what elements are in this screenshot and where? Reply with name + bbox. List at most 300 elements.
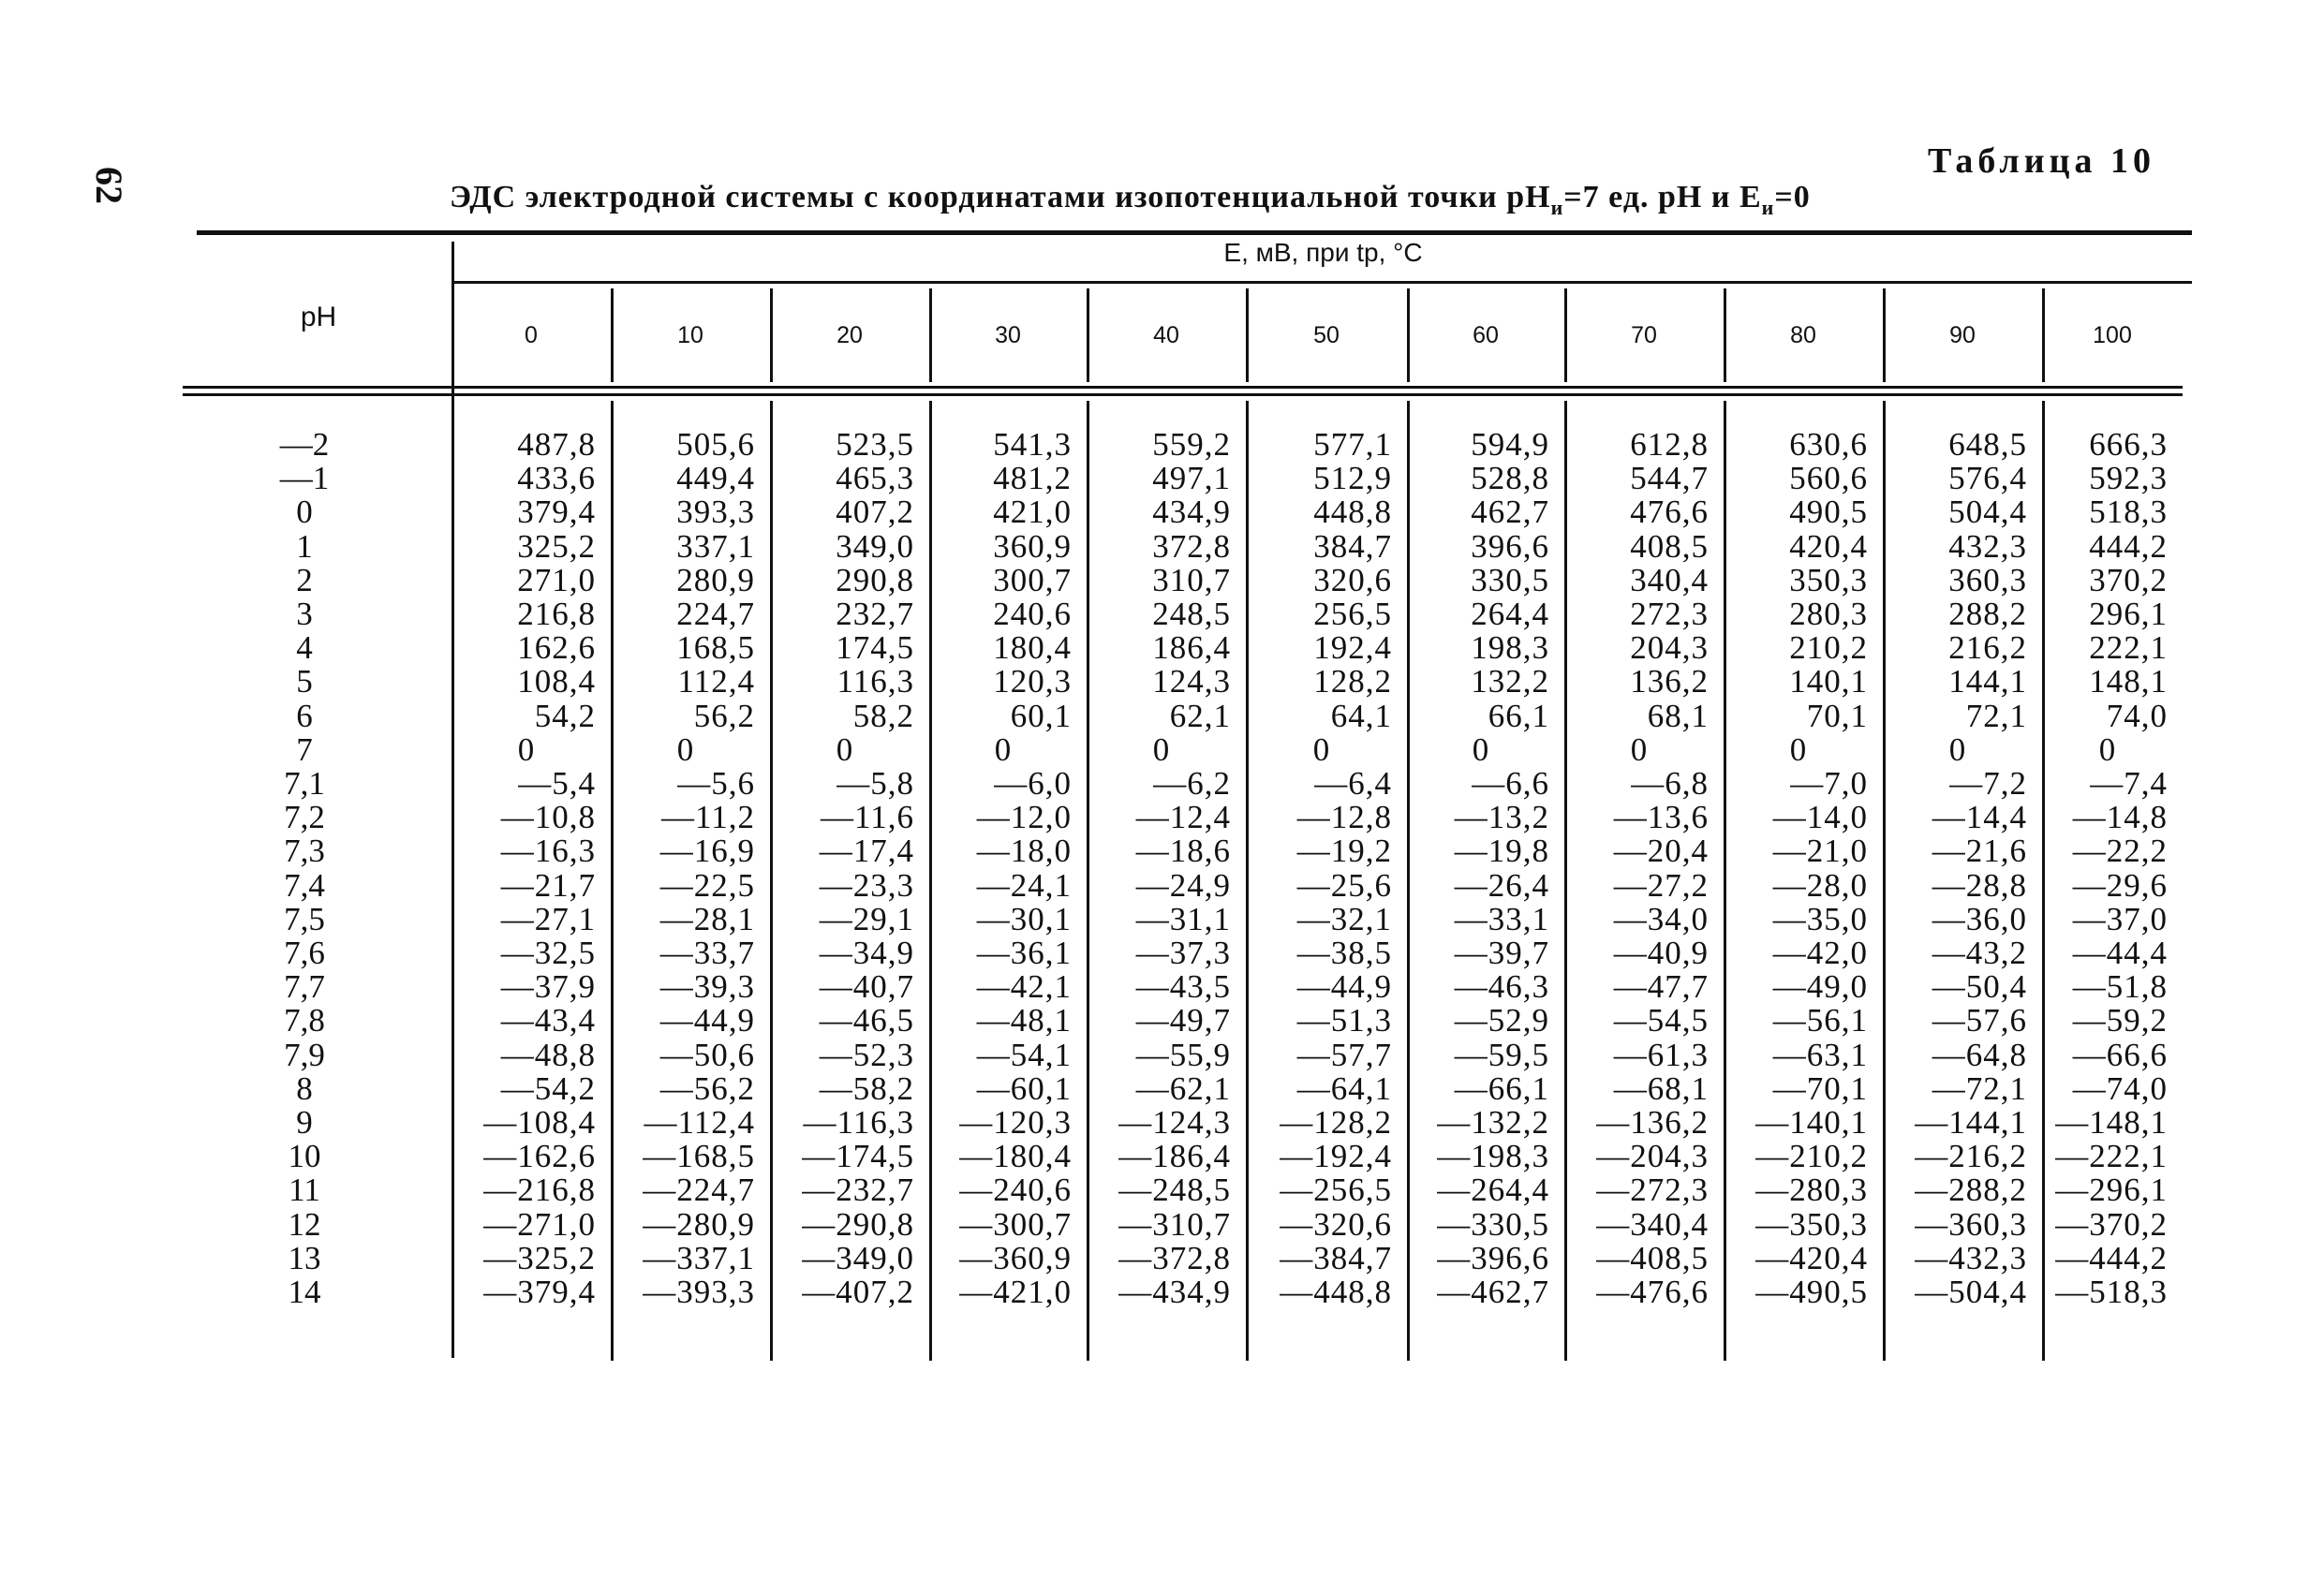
ph-cell: —2	[279, 426, 330, 463]
title-end: =0	[1774, 180, 1811, 214]
value-cell: —28,8	[1932, 866, 2027, 904]
value-cell: —70,1	[1772, 1069, 1868, 1107]
value-cell: —144,1	[1915, 1104, 2027, 1141]
value-cell: 271,0	[517, 561, 596, 598]
value-cell: —39,3	[659, 968, 755, 1006]
value-cell: —370,2	[2055, 1205, 2168, 1243]
value-cell: —54,5	[1613, 1002, 1709, 1039]
value-cell: —264,4	[1437, 1172, 1549, 1209]
value-cell: —52,3	[819, 1036, 914, 1073]
value-cell: —256,5	[1280, 1172, 1392, 1209]
value-cell: —34,9	[819, 935, 914, 971]
value-cell: —68,1	[1613, 1069, 1709, 1107]
value-cell: —421,0	[959, 1274, 1072, 1310]
value-cell: —476,6	[1596, 1274, 1709, 1310]
table-row	[0, 1105, 2324, 1140]
value-cell: 0	[517, 730, 536, 768]
table-label: Таблица 10	[1927, 141, 2155, 181]
value-cell: 310,7	[1152, 561, 1231, 598]
value-cell: 222,1	[2089, 629, 2168, 667]
value-cell: 541,3	[993, 426, 1072, 463]
value-cell: 393,3	[676, 494, 755, 531]
title-tail: =7 ед. pH и E	[1563, 180, 1762, 214]
value-cell: —14,8	[2072, 799, 2168, 836]
value-cell: —120,3	[959, 1104, 1072, 1141]
value-cell: —518,3	[2055, 1274, 2168, 1310]
value-cell: 148,1	[2089, 663, 2168, 700]
value-cell: —29,6	[2072, 866, 2168, 904]
value-cell: 66,1	[1488, 697, 1549, 734]
value-cell: —372,8	[1118, 1239, 1231, 1276]
value-cell: 216,2	[1948, 629, 2027, 667]
value-cell: —337,1	[643, 1239, 755, 1276]
value-cell: 0	[994, 730, 1013, 768]
value-cell: —36,0	[1932, 900, 2027, 937]
value-cell: —19,8	[1454, 833, 1549, 870]
value-cell: —384,7	[1280, 1239, 1392, 1276]
value-cell: —490,5	[1755, 1274, 1868, 1310]
value-cell: —44,4	[2072, 935, 2168, 971]
value-cell: 68,1	[1647, 697, 1709, 734]
value-cell: —349,0	[802, 1239, 914, 1276]
value-cell: 448,8	[1313, 494, 1392, 531]
table-row	[0, 833, 2324, 868]
value-cell: —51,8	[2072, 968, 2168, 1006]
ph-cell: 7,7	[284, 968, 325, 1006]
value-cell: 64,1	[1330, 697, 1392, 734]
value-cell: 0	[1472, 730, 1490, 768]
value-cell: —396,6	[1437, 1239, 1549, 1276]
value-cell: —54,2	[500, 1069, 596, 1107]
temperature-header: 20	[836, 322, 863, 348]
value-cell: 56,2	[693, 697, 755, 734]
value-cell: 108,4	[517, 663, 596, 700]
ph-cell: —1	[279, 460, 330, 497]
table-row	[0, 1038, 2324, 1072]
value-cell: 370,2	[2089, 561, 2168, 598]
temperature-header: 70	[1631, 322, 1657, 348]
value-cell: —18,0	[976, 833, 1072, 870]
value-cell: 630,6	[1789, 426, 1868, 463]
value-cell: —408,5	[1596, 1239, 1709, 1276]
value-cell: —59,2	[2072, 1002, 2168, 1039]
value-cell: 124,3	[1152, 663, 1231, 700]
value-cell: —7,4	[2090, 765, 2168, 802]
value-cell: —43,2	[1932, 935, 2027, 971]
value-cell: —40,9	[1613, 935, 1709, 971]
value-cell: —27,1	[500, 900, 596, 937]
table-row	[0, 969, 2324, 1004]
value-cell: 116,3	[836, 663, 914, 700]
value-cell: —7,0	[1790, 765, 1868, 802]
value-cell: 340,4	[1630, 561, 1709, 598]
value-cell: —320,6	[1280, 1205, 1392, 1243]
value-cell: 162,6	[517, 629, 596, 667]
value-cell: 0	[676, 730, 695, 768]
value-cell: 248,5	[1152, 596, 1231, 632]
table-row	[0, 1003, 2324, 1038]
ph-cell: 7,4	[284, 866, 325, 904]
value-cell: 349,0	[836, 527, 914, 565]
value-cell: —6,6	[1472, 765, 1549, 802]
value-cell: —33,1	[1454, 900, 1549, 937]
value-cell: 432,3	[1948, 527, 2027, 565]
value-cell: 497,1	[1152, 460, 1231, 497]
value-cell: —42,0	[1772, 935, 1868, 971]
value-cell: 444,2	[2089, 527, 2168, 565]
temperature-header: 30	[995, 322, 1021, 348]
value-cell: —28,0	[1772, 866, 1868, 904]
value-cell: —300,7	[959, 1205, 1072, 1243]
table-row	[0, 1241, 2324, 1275]
value-cell: —56,2	[659, 1069, 755, 1107]
value-cell: 204,3	[1630, 629, 1709, 667]
value-cell: —108,4	[483, 1104, 596, 1141]
value-cell: —420,4	[1755, 1239, 1868, 1276]
value-cell: 128,2	[1313, 663, 1392, 700]
table-row	[0, 529, 2324, 564]
table-row	[0, 597, 2324, 631]
value-cell: —192,4	[1280, 1138, 1392, 1175]
value-cell: —12,0	[976, 799, 1072, 836]
value-cell: 0	[1152, 730, 1171, 768]
value-cell: —26,4	[1454, 866, 1549, 904]
value-cell: —330,5	[1437, 1205, 1549, 1243]
value-cell: —288,2	[1915, 1172, 2027, 1209]
value-cell: —21,6	[1932, 833, 2027, 870]
value-cell: —30,1	[976, 900, 1072, 937]
table-row	[0, 563, 2324, 597]
value-cell: —14,4	[1932, 799, 2027, 836]
value-cell: 396,6	[1471, 527, 1549, 565]
value-cell: —38,5	[1296, 935, 1392, 971]
value-cell: —48,1	[976, 1002, 1072, 1039]
value-cell: 168,5	[676, 629, 755, 667]
value-cell: —24,9	[1135, 866, 1231, 904]
value-cell: —28,1	[659, 900, 755, 937]
value-cell: 186,4	[1152, 629, 1231, 667]
value-cell: 112,4	[677, 663, 755, 700]
value-cell: —39,7	[1454, 935, 1549, 971]
header-rule-2	[183, 393, 2183, 396]
value-cell: 350,3	[1789, 561, 1868, 598]
value-cell: —57,6	[1932, 1002, 2027, 1039]
value-cell: —21,0	[1772, 833, 1868, 870]
value-cell: —310,7	[1118, 1205, 1231, 1243]
value-cell: 420,4	[1789, 527, 1868, 565]
value-cell: —19,2	[1296, 833, 1392, 870]
value-cell: —51,3	[1296, 1002, 1392, 1039]
table-row	[0, 902, 2324, 936]
value-cell: —6,8	[1631, 765, 1709, 802]
value-cell: 62,1	[1169, 697, 1231, 734]
title-sub-i: и	[1761, 195, 1775, 219]
value-cell: 449,4	[676, 460, 755, 497]
value-cell: —136,2	[1596, 1104, 1709, 1141]
value-cell: 594,9	[1471, 426, 1549, 463]
value-cell: —240,6	[959, 1172, 1072, 1209]
temperature-header: 0	[525, 322, 538, 348]
value-cell: 421,0	[993, 494, 1072, 531]
value-cell: —21,7	[500, 866, 596, 904]
value-cell: 264,4	[1471, 596, 1549, 632]
value-cell: —325,2	[483, 1239, 596, 1276]
value-cell: 144,1	[1948, 663, 2027, 700]
value-cell: —168,5	[643, 1138, 755, 1175]
value-cell: —66,6	[2072, 1036, 2168, 1073]
value-cell: 465,3	[836, 460, 914, 497]
value-cell: —44,9	[659, 1002, 755, 1039]
table-row	[0, 699, 2324, 733]
temperature-header: 10	[677, 322, 703, 348]
value-cell: 518,3	[2089, 494, 2168, 531]
ph-cell: 7,9	[284, 1036, 325, 1073]
value-cell: 120,3	[993, 663, 1072, 700]
ph-cell: 0	[296, 494, 313, 531]
ph-cell: 11	[289, 1172, 320, 1209]
value-cell: 132,2	[1471, 663, 1549, 700]
value-cell: —64,1	[1296, 1069, 1392, 1107]
ph-cell: 12	[288, 1205, 321, 1243]
value-cell: —434,9	[1118, 1274, 1231, 1310]
title-sub-n: и	[1550, 195, 1564, 219]
value-cell: 523,5	[836, 426, 914, 463]
value-cell: —44,9	[1296, 968, 1392, 1006]
value-cell: —13,6	[1613, 799, 1709, 836]
value-cell: —33,7	[659, 935, 755, 971]
value-cell: —112,4	[644, 1104, 755, 1141]
value-cell: 296,1	[2089, 596, 2168, 632]
value-cell: —10,8	[500, 799, 596, 836]
value-cell: —180,4	[959, 1138, 1072, 1175]
ph-column-header: pH	[300, 302, 337, 332]
value-cell: 280,3	[1789, 596, 1868, 632]
ph-cell: 7,6	[284, 935, 325, 971]
value-cell: 192,4	[1313, 629, 1392, 667]
value-cell: 60,1	[1010, 697, 1072, 734]
table-row	[0, 936, 2324, 970]
value-cell: —37,9	[500, 968, 596, 1006]
value-cell: 288,2	[1948, 596, 2027, 632]
value-cell: 512,9	[1313, 460, 1392, 497]
value-cell: —222,1	[2055, 1138, 2168, 1175]
value-cell: 666,3	[2089, 426, 2168, 463]
value-cell: —224,7	[643, 1172, 755, 1209]
value-cell: —296,1	[2055, 1172, 2168, 1209]
value-cell: 272,3	[1630, 596, 1709, 632]
ph-cell: 3	[296, 596, 313, 632]
value-cell: 136,2	[1630, 663, 1709, 700]
value-cell: 325,2	[517, 527, 596, 565]
temperature-header: 40	[1153, 322, 1179, 348]
value-cell: 462,7	[1471, 494, 1549, 531]
value-cell: 0	[1948, 730, 1967, 768]
value-cell: —379,4	[483, 1274, 596, 1310]
value-cell: 140,1	[1789, 663, 1868, 700]
value-cell: 232,7	[836, 596, 914, 632]
value-cell: —360,9	[959, 1239, 1072, 1276]
value-cell: 224,7	[676, 596, 755, 632]
value-cell: —46,3	[1454, 968, 1549, 1006]
ph-cell: 7	[296, 730, 313, 768]
value-cell: —272,3	[1596, 1172, 1709, 1209]
value-cell: 320,6	[1313, 561, 1392, 598]
ph-cell: 7,3	[284, 833, 325, 870]
ph-cell: 13	[288, 1239, 321, 1276]
value-cell: —5,4	[518, 765, 596, 802]
table-row	[0, 1139, 2324, 1173]
value-cell: —124,3	[1118, 1104, 1231, 1141]
ph-cell: 9	[296, 1104, 313, 1141]
value-cell: —12,4	[1135, 799, 1231, 836]
value-cell: —72,1	[1932, 1069, 2027, 1107]
table-row	[0, 1172, 2324, 1207]
value-cell: —66,1	[1454, 1069, 1549, 1107]
table-row	[0, 732, 2324, 767]
value-cell: —37,3	[1135, 935, 1231, 971]
value-cell: —148,1	[2055, 1104, 2168, 1141]
value-cell: 505,6	[676, 426, 755, 463]
value-cell: 528,8	[1471, 460, 1549, 497]
value-cell: —350,3	[1755, 1205, 1868, 1243]
value-cell: —162,6	[483, 1138, 596, 1175]
value-cell: —204,3	[1596, 1138, 1709, 1175]
value-cell: 360,3	[1948, 561, 2027, 598]
value-cell: —46,5	[819, 1002, 914, 1039]
value-cell: —11,2	[661, 799, 755, 836]
top-rule	[197, 230, 2192, 235]
value-cell: —61,3	[1613, 1036, 1709, 1073]
value-cell: 198,3	[1471, 629, 1549, 667]
value-cell: 481,2	[993, 460, 1072, 497]
value-cell: —6,4	[1314, 765, 1392, 802]
value-cell: 360,9	[993, 527, 1072, 565]
value-cell: —25,6	[1296, 866, 1392, 904]
value-cell: —24,1	[976, 866, 1072, 904]
value-cell: —216,2	[1915, 1138, 2027, 1175]
value-cell: 256,5	[1313, 596, 1392, 632]
value-cell: —462,7	[1437, 1274, 1549, 1310]
value-cell: —59,5	[1454, 1036, 1549, 1073]
value-cell: —232,7	[802, 1172, 914, 1209]
value-cell: 180,4	[993, 629, 1072, 667]
value-cell: —340,4	[1596, 1205, 1709, 1243]
value-cell: —35,0	[1772, 900, 1868, 937]
value-cell: —27,2	[1613, 866, 1709, 904]
table-row	[0, 664, 2324, 699]
value-cell: —5,8	[836, 765, 914, 802]
value-cell: 487,8	[517, 426, 596, 463]
table-row	[0, 1207, 2324, 1242]
ph-cell: 8	[296, 1069, 313, 1107]
value-cell: 559,2	[1152, 426, 1231, 463]
value-cell: 576,4	[1948, 460, 2027, 497]
value-cell: —174,5	[802, 1138, 914, 1175]
value-cell: 174,5	[836, 629, 914, 667]
value-cell: 58,2	[852, 697, 914, 734]
value-cell: 216,8	[517, 596, 596, 632]
temperature-header: 80	[1790, 322, 1816, 348]
value-cell: 408,5	[1630, 527, 1709, 565]
value-cell: —128,2	[1280, 1104, 1392, 1141]
value-cell: 240,6	[993, 596, 1072, 632]
value-cell: —22,5	[659, 866, 755, 904]
value-cell: 280,9	[676, 561, 755, 598]
value-cell: —6,2	[1153, 765, 1231, 802]
value-cell: —116,3	[803, 1104, 914, 1141]
temperature-header: 60	[1473, 322, 1499, 348]
value-cell: 648,5	[1948, 426, 2027, 463]
value-cell: 490,5	[1789, 494, 1868, 531]
value-cell: 0	[1312, 730, 1331, 768]
table-row	[0, 461, 2324, 495]
value-cell: 72,1	[1965, 697, 2027, 734]
ph-cell: 7,2	[284, 799, 325, 836]
value-cell: —13,2	[1454, 799, 1549, 836]
value-cell: 476,6	[1630, 494, 1709, 531]
value-cell: 592,3	[2089, 460, 2168, 497]
value-cell: 379,4	[517, 494, 596, 531]
ph-cell: 2	[296, 561, 313, 598]
value-cell: —210,2	[1755, 1138, 1868, 1175]
ph-cell: 1	[296, 527, 313, 565]
value-cell: —32,1	[1296, 900, 1392, 937]
value-cell: —31,1	[1135, 900, 1231, 937]
value-cell: —43,5	[1135, 968, 1231, 1006]
value-cell: —280,9	[643, 1205, 755, 1243]
value-cell: —198,3	[1437, 1138, 1549, 1175]
value-cell: —504,4	[1915, 1274, 2027, 1310]
value-cell: —52,9	[1454, 1002, 1549, 1039]
table-row	[0, 427, 2324, 462]
table-row	[0, 766, 2324, 801]
value-cell: —448,8	[1280, 1274, 1392, 1310]
value-cell: —62,1	[1135, 1069, 1231, 1107]
value-cell: —42,1	[976, 968, 1072, 1006]
ph-cell: 4	[296, 629, 313, 667]
value-cell: —60,1	[976, 1069, 1072, 1107]
value-cell: 210,2	[1789, 629, 1868, 667]
value-cell: 434,9	[1152, 494, 1231, 531]
value-cell: —360,3	[1915, 1205, 2027, 1243]
value-cell: —290,8	[802, 1205, 914, 1243]
value-cell: —49,0	[1772, 968, 1868, 1006]
value-cell: 433,6	[517, 460, 596, 497]
table-row	[0, 868, 2324, 903]
ph-cell: 14	[288, 1274, 321, 1310]
value-cell: 560,6	[1789, 460, 1868, 497]
value-cell: 384,7	[1313, 527, 1392, 565]
ph-cell: 5	[296, 663, 313, 700]
value-cell: —63,1	[1772, 1036, 1868, 1073]
value-cell: 70,1	[1806, 697, 1868, 734]
value-cell: —5,6	[677, 765, 755, 802]
value-cell: —50,6	[659, 1036, 755, 1073]
temperature-header: 100	[2093, 322, 2132, 348]
value-cell: 74,0	[2106, 697, 2168, 734]
table-row	[0, 630, 2324, 665]
value-cell: —11,6	[821, 799, 914, 836]
value-cell: —58,2	[819, 1069, 914, 1107]
value-cell: —36,1	[976, 935, 1072, 971]
value-cell: —14,0	[1772, 799, 1868, 836]
ph-cell: 7,5	[284, 900, 325, 937]
value-cell: 290,8	[836, 561, 914, 598]
value-cell: —17,4	[819, 833, 914, 870]
value-cell: —23,3	[819, 866, 914, 904]
value-cell: 504,4	[1948, 494, 2027, 531]
value-cell: 407,2	[836, 494, 914, 531]
